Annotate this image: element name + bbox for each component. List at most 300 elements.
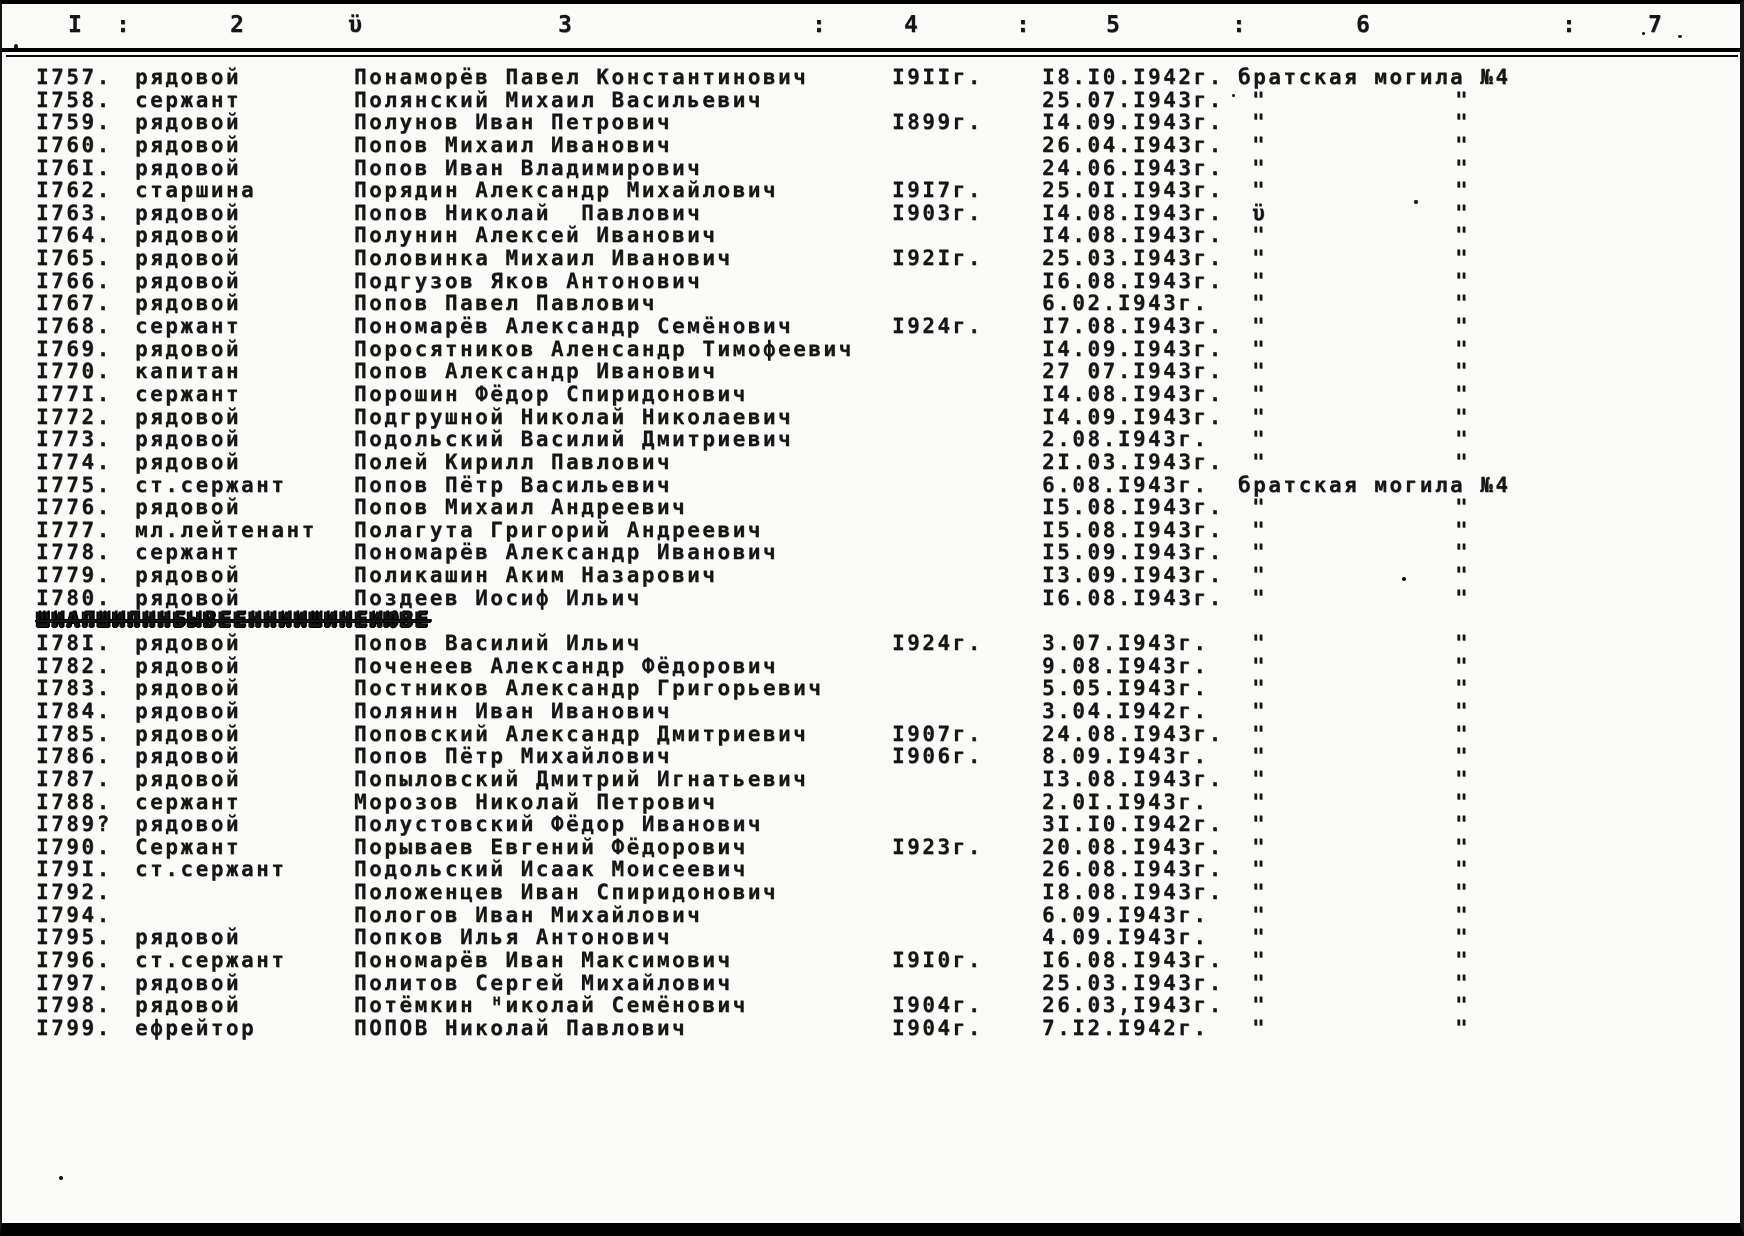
ditto-mark-left: " — [1252, 812, 1268, 837]
death-date: 24.08.I943г. — [1042, 721, 1224, 746]
table-row — [2, 406, 1740, 429]
row-number: I778. — [36, 540, 112, 565]
ditto-mark-left: " — [1252, 721, 1268, 746]
row-number: I764. — [36, 223, 112, 248]
table-row — [2, 1017, 1740, 1040]
ditto-mark-right: " — [1455, 132, 1471, 157]
table-row — [2, 813, 1740, 836]
death-date: 4.09.I943г. — [1042, 925, 1209, 950]
ditto-mark-left: " — [1252, 947, 1268, 972]
death-date: I6.08.I943г. — [1042, 585, 1224, 610]
column-number-header: 6 — [1356, 12, 1372, 38]
column-number-header: 4 — [904, 12, 920, 38]
full-name: Полустовский Фёдор Иванович — [354, 812, 763, 837]
row-number: I767. — [36, 291, 112, 316]
full-name: Полей Кирилл Павлович — [354, 449, 673, 474]
scan-noise-dot — [1232, 94, 1235, 97]
ditto-mark-right: " — [1455, 857, 1471, 882]
table-row — [2, 836, 1740, 859]
death-date: 26.03,I943г. — [1042, 993, 1224, 1018]
row-number: I775. — [36, 472, 112, 497]
table-row — [2, 247, 1740, 270]
rank: рядовой — [135, 291, 242, 316]
ditto-mark-left: " — [1252, 404, 1268, 429]
table-row — [2, 587, 1740, 610]
death-date: 8.09.I943г. — [1042, 744, 1209, 769]
row-number: I770. — [36, 359, 112, 384]
row-number: I773. — [36, 427, 112, 452]
rank: рядовой — [135, 268, 242, 293]
birth-year: I92Iг. — [892, 246, 983, 271]
ditto-mark-right: " — [1455, 495, 1471, 520]
death-date: I6.08.I943г. — [1042, 268, 1224, 293]
table-row — [2, 541, 1740, 564]
scan-noise-dot — [1402, 577, 1406, 581]
ditto-mark-right: " — [1455, 200, 1471, 225]
row-number: I76I. — [36, 155, 112, 180]
full-name: Потёмкин ᴴиколай Семёнович — [354, 993, 748, 1018]
header-colon-separator: : — [1232, 12, 1248, 38]
death-date: 25.03.I943г. — [1042, 970, 1224, 995]
death-date: 3.07.I943г. — [1042, 631, 1209, 656]
rank: рядовой — [135, 698, 242, 723]
ditto-mark-right: " — [1455, 880, 1471, 905]
death-date: I5.08.I943г. — [1042, 517, 1224, 542]
table-row — [2, 383, 1740, 406]
ditto-mark-left: " — [1252, 291, 1268, 316]
row-number: I772. — [36, 404, 112, 429]
full-name: Положенцев Иван Спиридонович — [354, 880, 779, 905]
row-number: I789? — [36, 812, 112, 837]
death-date: 3I.I0.I942г. — [1042, 812, 1224, 837]
row-number: I763. — [36, 200, 112, 225]
ditto-mark-left: " — [1252, 359, 1268, 384]
row-number: I774. — [36, 449, 112, 474]
table-row — [2, 519, 1740, 542]
table-row — [2, 677, 1740, 700]
death-date: 25.0I.I943г. — [1042, 178, 1224, 203]
rank: рядовой — [135, 336, 242, 361]
death-date: 20.08.I943г. — [1042, 834, 1224, 859]
rank: рядовой — [135, 812, 242, 837]
birth-year: I924г. — [892, 314, 983, 339]
ditto-mark-left: " — [1252, 517, 1268, 542]
rank: рядовой — [135, 246, 242, 271]
ditto-mark-right: " — [1455, 427, 1471, 452]
birth-year: I899г. — [892, 110, 983, 135]
ditto-mark-right: " — [1455, 902, 1471, 927]
death-date: I3.09.I943г. — [1042, 563, 1224, 588]
ditto-mark-left: " — [1252, 336, 1268, 361]
death-date: I5.09.I943г. — [1042, 540, 1224, 565]
rank: сержант — [135, 540, 242, 565]
ditto-mark-right: " — [1455, 314, 1471, 339]
table-row — [2, 881, 1740, 904]
column-number-header: 2 — [230, 12, 246, 38]
struck-out-overtyped-text: ШИАПШИПННБЫВЕЕННИИШИНЕИЮВЕ — [36, 608, 430, 633]
ditto-mark-right: " — [1455, 676, 1471, 701]
death-date: 2.08.I943г. — [1042, 427, 1209, 452]
full-name: Попков Илья Антонович — [354, 925, 673, 950]
burial-place: братская могила №4 — [1238, 65, 1511, 89]
row-number: I758. — [36, 87, 112, 112]
table-row — [2, 134, 1740, 157]
ditto-mark-left: " — [1252, 631, 1268, 656]
row-number: I762. — [36, 178, 112, 203]
ditto-mark-right: " — [1455, 155, 1471, 180]
row-number: I784. — [36, 698, 112, 723]
full-name: Полянин Иван Иванович — [354, 698, 673, 723]
birth-year: I904г. — [892, 993, 983, 1018]
table-row — [2, 292, 1740, 315]
ditto-mark-left: " — [1252, 268, 1268, 293]
rank: рядовой — [135, 65, 242, 89]
ditto-mark-left: " — [1252, 155, 1268, 180]
death-date: 9.08.I943г. — [1042, 653, 1209, 678]
full-name: Попов Иван Владимирович — [354, 155, 703, 180]
birth-year: I903г. — [892, 200, 983, 225]
birth-year: I907г. — [892, 721, 983, 746]
rank: рядовой — [135, 563, 242, 588]
death-date: 24.06.I943г. — [1042, 155, 1224, 180]
death-date: 7.I2.I942г. — [1042, 1015, 1209, 1040]
table-row — [2, 723, 1740, 746]
full-name: Попов Александр Иванович — [354, 359, 718, 384]
death-date: I4.08.I943г. — [1042, 200, 1224, 225]
row-number: I792. — [36, 880, 112, 905]
ditto-mark-right: " — [1455, 359, 1471, 384]
full-name: Подгузов Яков Антонович — [354, 268, 703, 293]
full-name: Попов Пётр Васильевич — [354, 472, 673, 497]
death-date: 2I.03.I943г. — [1042, 449, 1224, 474]
ditto-mark-left: " — [1252, 246, 1268, 271]
full-name: Поликашин Аким Назарович — [354, 563, 718, 588]
rank: сержант — [135, 87, 242, 112]
table-row — [2, 179, 1740, 202]
birth-year: I9IIг. — [892, 65, 983, 89]
scan-noise-dot — [1642, 32, 1645, 35]
row-number: I783. — [36, 676, 112, 701]
death-date: I3.08.I943г. — [1042, 766, 1224, 791]
ditto-mark-left: " — [1252, 925, 1268, 950]
ditto-mark-left: " — [1252, 653, 1268, 678]
table-row — [2, 700, 1740, 723]
rank: ст.сержант — [135, 857, 287, 882]
column-number-header: 5 — [1106, 12, 1122, 38]
ditto-mark-right: " — [1455, 925, 1471, 950]
full-name: Полунин Алексей Иванович — [354, 223, 718, 248]
ditto-mark-right: " — [1455, 834, 1471, 859]
ditto-mark-left: " — [1252, 563, 1268, 588]
ditto-mark-right: " — [1455, 178, 1471, 203]
rank: рядовой — [135, 200, 242, 225]
table-row — [2, 224, 1740, 247]
ditto-mark-left: ϋ — [1252, 200, 1268, 225]
death-date: I4.09.I943г. — [1042, 404, 1224, 429]
full-name: ПОПОВ Николай Павлович — [354, 1015, 688, 1040]
ditto-mark-left: " — [1252, 585, 1268, 610]
row-number: I797. — [36, 970, 112, 995]
row-number: I760. — [36, 132, 112, 157]
ditto-mark-left: " — [1252, 540, 1268, 565]
row-number: I796. — [36, 947, 112, 972]
ditto-mark-right: " — [1455, 87, 1471, 112]
ditto-mark-right: " — [1455, 268, 1471, 293]
table-row — [2, 270, 1740, 293]
full-name: Попов Пётр Михайлович — [354, 744, 673, 769]
full-name: Полунов Иван Петрович — [354, 110, 673, 135]
rank: рядовой — [135, 766, 242, 791]
full-name: Поросятников Аленсандр Тимофеевич — [354, 336, 854, 361]
full-name: Поченеев Александр Фёдорович — [354, 653, 779, 678]
rank: сержант — [135, 314, 242, 339]
table-row — [2, 451, 1740, 474]
header-separator-thin-line — [6, 55, 1738, 57]
row-number: I77I. — [36, 381, 112, 406]
table-row — [2, 360, 1740, 383]
column-number-header: ϋ — [348, 12, 364, 38]
rank: рядовой — [135, 155, 242, 180]
ditto-mark-right: " — [1455, 246, 1471, 271]
table-row — [2, 949, 1740, 972]
death-date: 27 07.I943г. — [1042, 359, 1224, 384]
casualty-table — [2, 66, 1740, 1040]
ditto-mark-right: " — [1455, 1015, 1471, 1040]
table-row — [2, 926, 1740, 949]
ditto-mark-left: " — [1252, 766, 1268, 791]
row-number: I776. — [36, 495, 112, 520]
struck-out-table-row — [2, 609, 1740, 632]
full-name: Полянский Михаил Васильевич — [354, 87, 763, 112]
ditto-mark-right: " — [1455, 449, 1471, 474]
column-number-header: 7 — [1648, 12, 1664, 38]
full-name: Попыловский Дмитрий Игнатьевич — [354, 766, 809, 791]
ditto-mark-right: " — [1455, 766, 1471, 791]
death-date: 26.04.I943г. — [1042, 132, 1224, 157]
ditto-mark-right: " — [1455, 404, 1471, 429]
header-separator-thick-line — [2, 48, 1740, 52]
row-number: I769. — [36, 336, 112, 361]
ditto-mark-right: " — [1455, 947, 1471, 972]
ditto-mark-left: " — [1252, 744, 1268, 769]
header-colon-separator: : — [116, 12, 132, 38]
table-row — [2, 768, 1740, 791]
row-number: I785. — [36, 721, 112, 746]
ditto-mark-left: " — [1252, 902, 1268, 927]
table-row — [2, 89, 1740, 112]
row-number: I777. — [36, 517, 112, 542]
ditto-mark-left: " — [1252, 87, 1268, 112]
ditto-mark-left: " — [1252, 970, 1268, 995]
ditto-mark-left: " — [1252, 110, 1268, 135]
ditto-mark-right: " — [1455, 970, 1471, 995]
ditto-mark-right: " — [1455, 993, 1471, 1018]
full-name: Порошин Фёдор Спиридонович — [354, 381, 748, 406]
table-row — [2, 315, 1740, 338]
rank: старшина — [135, 178, 257, 203]
header-colon-separator: : — [1016, 12, 1032, 38]
full-name: Постников Александр Григорьевич — [354, 676, 824, 701]
ditto-mark-right: " — [1455, 698, 1471, 723]
rank: рядовой — [135, 449, 242, 474]
death-date: I4.08.I943г. — [1042, 381, 1224, 406]
header-colon-separator: : — [812, 12, 828, 38]
ditto-mark-right: " — [1455, 631, 1471, 656]
ditto-mark-left: " — [1252, 834, 1268, 859]
table-row — [2, 858, 1740, 881]
ditto-mark-right: " — [1455, 585, 1471, 610]
rank: капитан — [135, 359, 242, 384]
scan-noise-dot — [1414, 200, 1418, 204]
ditto-mark-right: " — [1455, 789, 1471, 814]
row-number: I794. — [36, 902, 112, 927]
death-date: I4.09.I943г. — [1042, 336, 1224, 361]
ditto-mark-right: " — [1455, 517, 1471, 542]
rank: ст.сержант — [135, 472, 287, 497]
table-row — [2, 157, 1740, 180]
rank: рядовой — [135, 993, 242, 1018]
row-number: I786. — [36, 744, 112, 769]
rank: рядовой — [135, 631, 242, 656]
row-number: I799. — [36, 1015, 112, 1040]
scan-noise-dot — [14, 44, 18, 49]
death-date: I4.08.I943г. — [1042, 223, 1224, 248]
ditto-mark-left: " — [1252, 495, 1268, 520]
death-date: I8.08.I943г. — [1042, 880, 1224, 905]
birth-year: I906г. — [892, 744, 983, 769]
birth-year: I9I0г. — [892, 947, 983, 972]
ditto-mark-left: " — [1252, 857, 1268, 882]
table-row — [2, 496, 1740, 519]
ditto-mark-right: " — [1455, 744, 1471, 769]
rank: рядовой — [135, 970, 242, 995]
rank: ст.сержант — [135, 947, 287, 972]
ditto-mark-left: " — [1252, 993, 1268, 1018]
full-name: Порываев Евгений Фёдорович — [354, 834, 748, 859]
rank: рядовой — [135, 495, 242, 520]
scan-noise-dot — [59, 1176, 63, 1180]
ditto-mark-right: " — [1455, 653, 1471, 678]
row-number: I782. — [36, 653, 112, 678]
death-date: 3.04.I942г. — [1042, 698, 1209, 723]
rank: рядовой — [135, 925, 242, 950]
row-number: I795. — [36, 925, 112, 950]
death-date: 26.08.I943г. — [1042, 857, 1224, 882]
table-row — [2, 474, 1740, 497]
ditto-mark-right: " — [1455, 291, 1471, 316]
table-row — [2, 202, 1740, 225]
death-date: I6.08.I943г. — [1042, 947, 1224, 972]
death-date: I5.08.I943г. — [1042, 495, 1224, 520]
ditto-mark-left: " — [1252, 178, 1268, 203]
row-number: I787. — [36, 766, 112, 791]
table-row — [2, 994, 1740, 1017]
death-date: 6.02.I943г. — [1042, 291, 1209, 316]
column-number-header: I — [68, 12, 84, 38]
full-name: Пономарёв Александр Семёнович — [354, 314, 794, 339]
full-name: Поздеев Иосиф Ильич — [354, 585, 642, 610]
rank: рядовой — [135, 223, 242, 248]
ditto-mark-left: " — [1252, 789, 1268, 814]
rank: рядовой — [135, 744, 242, 769]
full-name: Попов Павел Павлович — [354, 291, 657, 316]
full-name: Порядин Александр Михайлович — [354, 178, 779, 203]
ditto-mark-left: " — [1252, 449, 1268, 474]
rank: сержант — [135, 381, 242, 406]
full-name: Подольский Исаак Моисеевич — [354, 857, 748, 882]
rank: мл.лейтенант — [135, 517, 317, 542]
rank: рядовой — [135, 132, 242, 157]
full-name: Попов Михаил Иванович — [354, 132, 673, 157]
table-row — [2, 111, 1740, 134]
full-name: Подольский Василий Дмитриевич — [354, 427, 794, 452]
full-name: Попов Михаил Андреевич — [354, 495, 688, 520]
full-name: Пономарёв Александр Иванович — [354, 540, 779, 565]
birth-year: I9I7г. — [892, 178, 983, 203]
ditto-mark-left: " — [1252, 427, 1268, 452]
row-number: I788. — [36, 789, 112, 814]
birth-year: I904г. — [892, 1015, 983, 1040]
birth-year: I923г. — [892, 834, 983, 859]
header-colon-separator: : — [1562, 12, 1578, 38]
death-date: 25.03.I943г. — [1042, 246, 1224, 271]
rank: рядовой — [135, 721, 242, 746]
death-date: I8.I0.I942г. — [1042, 65, 1224, 89]
table-row — [2, 428, 1740, 451]
row-number: I79I. — [36, 857, 112, 882]
column-number-header: 3 — [558, 12, 574, 38]
table-row — [2, 632, 1740, 655]
row-number: I766. — [36, 268, 112, 293]
row-number: I779. — [36, 563, 112, 588]
table-row — [2, 564, 1740, 587]
table-row — [2, 972, 1740, 995]
death-date: 25.07.I943г. — [1042, 87, 1224, 112]
row-number: I765. — [36, 246, 112, 271]
row-number: I759. — [36, 110, 112, 135]
full-name: Понаморёв Павел Константинович — [354, 65, 809, 89]
death-date: 5.05.I943г. — [1042, 676, 1209, 701]
ditto-mark-right: " — [1455, 812, 1471, 837]
ditto-mark-left: " — [1252, 1015, 1268, 1040]
rank: сержант — [135, 789, 242, 814]
ditto-mark-left: " — [1252, 676, 1268, 701]
row-number: I78I. — [36, 631, 112, 656]
full-name: Половинка Михаил Иванович — [354, 246, 733, 271]
full-name: Морозов Николай Петрович — [354, 789, 718, 814]
ditto-mark-left: " — [1252, 698, 1268, 723]
row-number: I768. — [36, 314, 112, 339]
rank: Сержант — [135, 834, 242, 859]
ditto-mark-right: " — [1455, 540, 1471, 565]
ditto-mark-right: " — [1455, 336, 1471, 361]
ditto-mark-left: " — [1252, 880, 1268, 905]
ditto-mark-right: " — [1455, 110, 1471, 135]
rank: рядовой — [135, 404, 242, 429]
death-date: 6.08.I943г. — [1042, 472, 1209, 497]
ditto-mark-right: " — [1455, 381, 1471, 406]
table-row — [2, 745, 1740, 768]
full-name: Политов Сергей Михайлович — [354, 970, 733, 995]
rank: ефрейтор — [135, 1015, 257, 1040]
ditto-mark-right: " — [1455, 223, 1471, 248]
full-name: Пологов Иван Михайлович — [354, 902, 703, 927]
death-date: I4.09.I943г. — [1042, 110, 1224, 135]
rank: рядовой — [135, 676, 242, 701]
table-row — [2, 338, 1740, 361]
ditto-mark-left: " — [1252, 132, 1268, 157]
row-number: I780. — [36, 585, 112, 610]
